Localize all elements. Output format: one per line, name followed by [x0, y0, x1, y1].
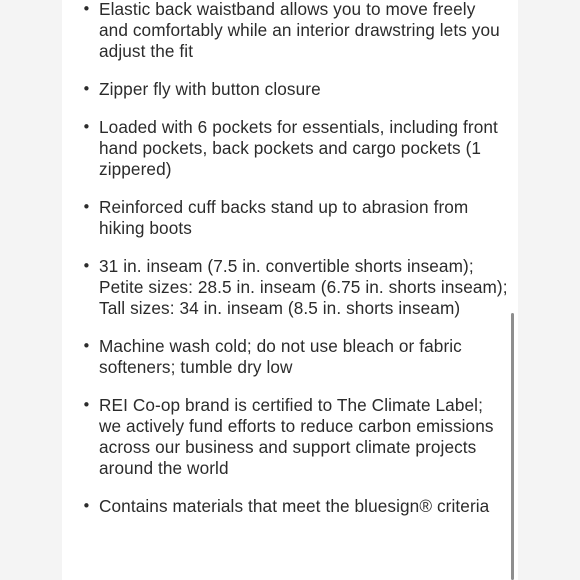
bullet-icon: • — [82, 497, 91, 515]
feature-text: Machine wash cold; do not use bleach or fabric softeners; tumble dry low — [99, 336, 462, 377]
vertical-scrollbar-thumb[interactable] — [511, 313, 514, 580]
feature-item — [62, 395, 518, 479]
feature-item — [62, 197, 518, 239]
feature-list — [62, 0, 518, 534]
feature-text: Loaded with 6 pockets for essentials, including front hand pockets, back pockets and cargo pockets (1 zippered) — [99, 117, 498, 179]
bullet-icon: • — [82, 80, 91, 98]
feature-item — [62, 117, 518, 180]
feature-text: Zipper fly with button closure — [99, 79, 321, 99]
bullet-icon: • — [82, 118, 91, 136]
feature-text: 31 in. inseam (7.5 in. convertible shorts inseam); Petite sizes: 28.5 in. inseam (6.75 in. shorts inseam); Tall sizes: 34 in. inseam (8.5 in. shorts inseam) — [99, 256, 508, 318]
feature-item — [62, 336, 518, 378]
feature-text: REI Co-op brand is certified to The Climate Label; we actively fund efforts to reduce carbon emissions across our business and support climate projects around the world — [99, 395, 494, 478]
bullet-icon: • — [82, 257, 91, 275]
feature-text: Contains materials that meet the bluesign® criteria — [99, 496, 490, 516]
bullet-icon: • — [82, 0, 91, 18]
feature-text: Reinforced cuff backs stand up to abrasion from hiking boots — [99, 197, 469, 238]
feature-text: Elastic back waistband allows you to move freely and comfortably while an interior drawstring lets you adjust the fit — [99, 0, 500, 61]
feature-item — [62, 256, 518, 319]
feature-item — [62, 79, 518, 100]
feature-item — [62, 496, 518, 517]
feature-item — [62, 0, 518, 62]
bullet-icon: • — [82, 337, 91, 355]
bullet-icon: • — [82, 198, 91, 216]
feature-list-panel — [62, 0, 518, 580]
bullet-icon: • — [82, 396, 91, 414]
